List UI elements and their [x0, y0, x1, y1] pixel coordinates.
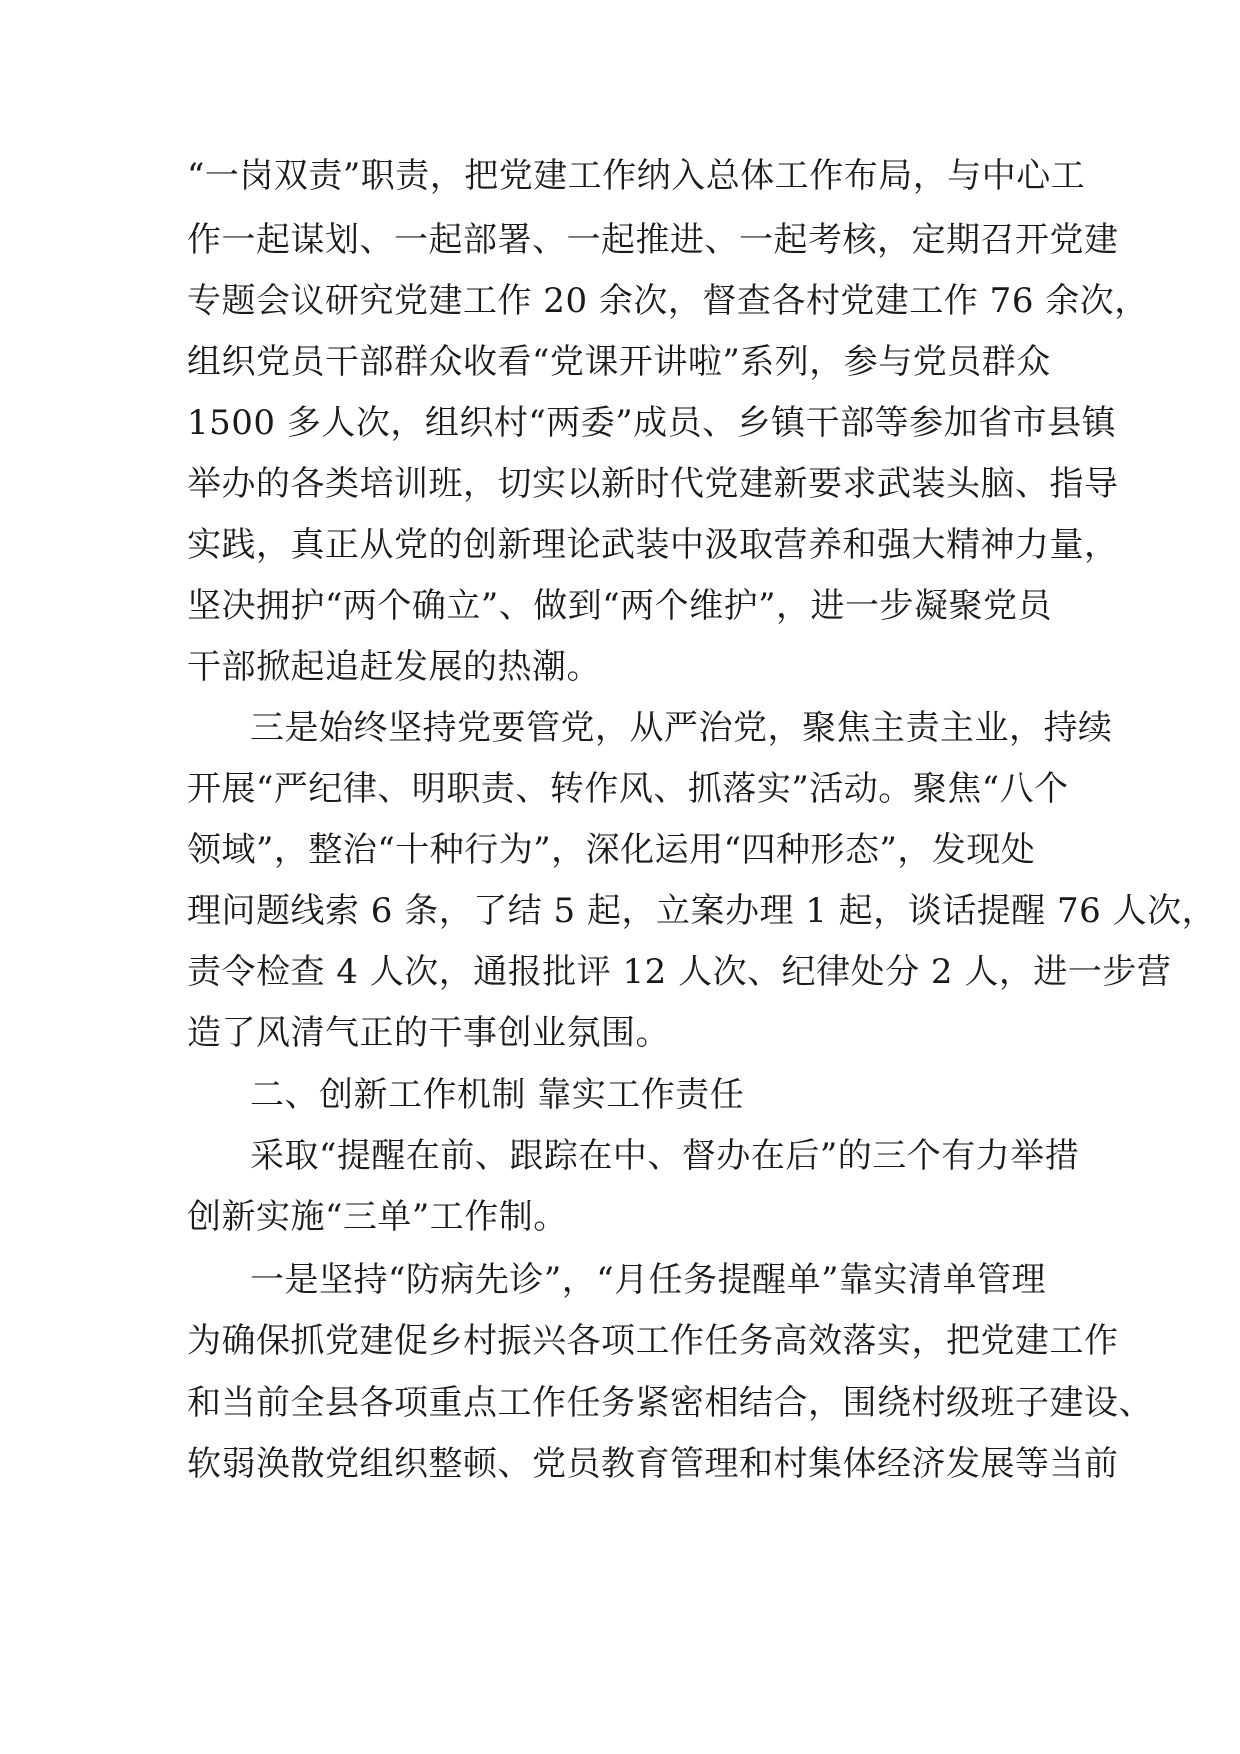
text-line: 举办的各类培训班，切实以新时代党建新要求武装头脑、指导 [187, 464, 1119, 504]
text-line: 造了风清气正的干事创业氛围。 [187, 1013, 670, 1053]
text-line: 作一起谋划、一起部署、一起推进、一起考核，定期召开党建 [187, 220, 1119, 260]
text-line: 责令检查 4 人次，通报批评 12 人次、纪律处分 2 人，进一步营 [187, 952, 1172, 992]
paragraph-start-line: 一是坚持“防病先诊”，“月任务提醒单”靠实清单管理 [250, 1260, 1047, 1300]
text-line: 组织党员干部群众收看“党课开讲啦”系列，参与党员群众 [187, 342, 1051, 382]
section-heading: 二、创新工作机制 靠实工作责任 [250, 1075, 745, 1115]
text-line: 坚决拥护“两个确立”、做到“两个维护”，进一步凝聚党员 [187, 586, 1053, 626]
text-line: 干部掀起追赶发展的热潮。 [187, 647, 601, 687]
text-line: 创新实施“三单”工作制。 [187, 1197, 568, 1237]
text-line: 软弱涣散党组织整顿、党员教育管理和村集体经济发展等当前 [187, 1444, 1119, 1484]
text-line: 专题会议研究党建工作 20 余次，督查各村党建工作 76 余次， [187, 281, 1149, 321]
paragraph-start-line: 采取“提醒在前、跟踪在中、督办在后”的三个有力举措 [250, 1136, 1080, 1176]
text-line: 实践，真正从党的创新理论武装中汲取营养和强大精神力量， [187, 525, 1119, 565]
text-line: 开展“严纪律、明职责、转作风、抓落实”活动。聚焦“八个 [187, 769, 1069, 809]
text-line: “一岗双责”职责，把党建工作纳入总体工作布局，与中心工 [187, 156, 1086, 196]
text-line: 为确保抓党建促乡村振兴各项工作任务高效落实，把党建工作 [187, 1321, 1119, 1361]
text-line: 1500 多人次，组织村“两委”成员、乡镇干部等参加省市县镇 [187, 403, 1117, 443]
text-line: 领域”，整治“十种行为”，深化运用“四种形态”，发现处 [187, 830, 1036, 870]
text-line: 理问题线索 6 条，了结 5 起，立案办理 1 起，谈话提醒 76 人次， [187, 891, 1217, 931]
text-line: 和当前全县各项重点工作任务紧密相结合，围绕村级班子建设、 [187, 1383, 1153, 1423]
paragraph-start-line: 三是始终坚持党要管党，从严治党，聚焦主责主业，持续 [250, 708, 1113, 748]
